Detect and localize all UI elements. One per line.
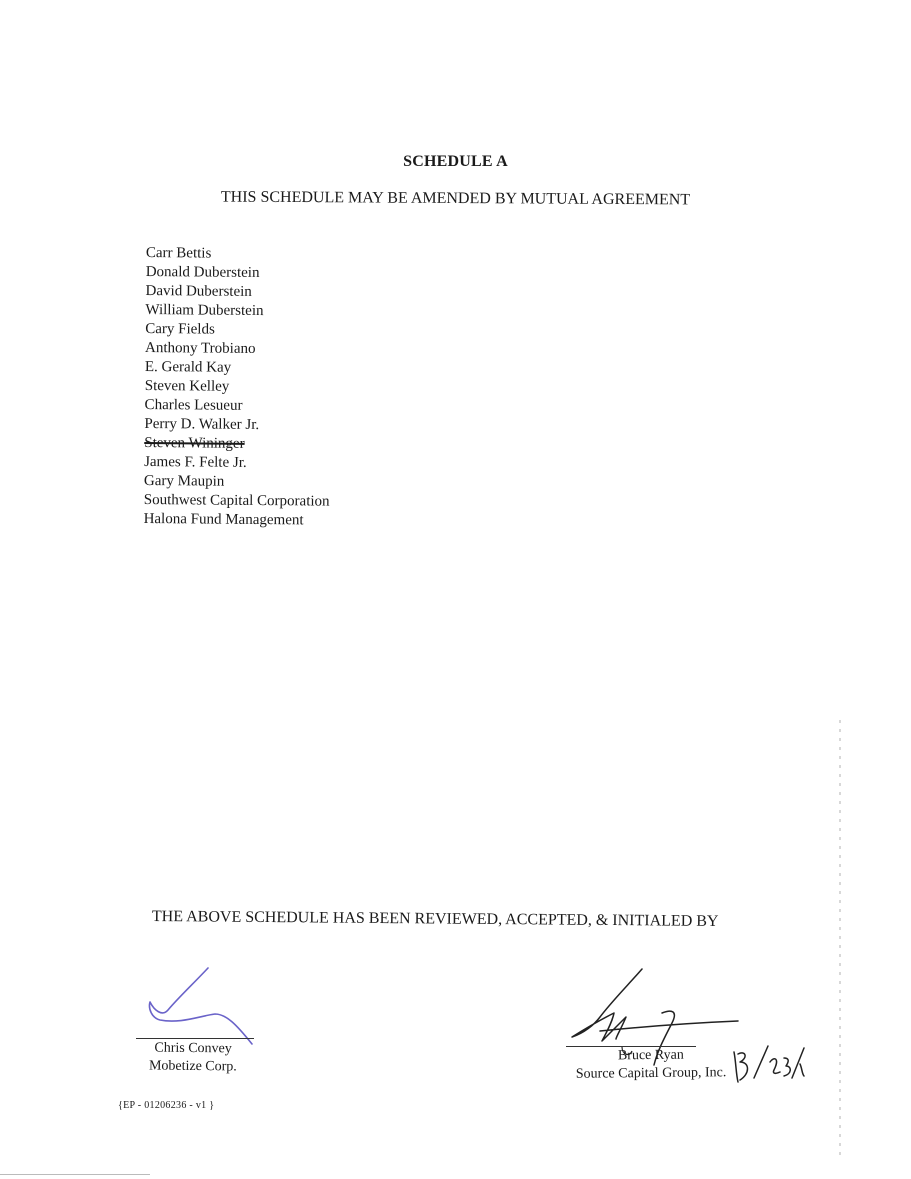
list-item: Halona Fund Management	[143, 510, 304, 529]
schedule-subtitle: THIS SCHEDULE MAY BE AMENDED BY MUTUAL AGREEMENT	[220, 188, 691, 209]
name-list	[144, 244, 332, 531]
left-signatory-company: Mobetize Corp.	[148, 1058, 237, 1075]
scan-edge-artifact	[839, 720, 841, 1160]
schedule-title: SCHEDULE A	[403, 153, 508, 170]
document-reference: {EP - 01206236 - v1 }	[118, 1100, 215, 1111]
list-item: William Duberstein	[145, 301, 264, 320]
right-signatory	[556, 1046, 746, 1084]
list-item: Cary Fields	[145, 320, 215, 338]
list-item: Southwest Capital Corporation	[143, 491, 330, 510]
list-item: Perry D. Walker Jr.	[144, 415, 260, 433]
left-signatory	[118, 1039, 268, 1077]
list-item: Gary Maupin	[143, 472, 225, 490]
right-signatory-name: Bruce Ryan	[617, 1047, 684, 1064]
struck-list-item: Steven Wininger	[144, 434, 245, 452]
list-item: Steven Kelley	[144, 377, 230, 395]
right-signatory-company: Source Capital Group, Inc.	[575, 1065, 727, 1082]
list-item: Anthony Trobiano	[145, 339, 256, 357]
left-signatory-name: Chris Convey	[154, 1040, 232, 1057]
list-item: David Duberstein	[145, 282, 252, 300]
list-item: E. Gerald Kay	[144, 358, 232, 376]
bottom-divider	[0, 1174, 150, 1175]
list-item: Carr Bettis	[145, 244, 212, 262]
handwritten-date-image	[730, 1040, 810, 1090]
acceptance-statement: THE ABOVE SCHEDULE HAS BEEN REVIEWED, ACCEPTED, & INITIALED BY	[151, 908, 719, 930]
list-item: Donald Duberstein	[145, 263, 260, 281]
list-item: James F. Felte Jr.	[144, 453, 247, 471]
list-item: Charles Lesueur	[144, 396, 243, 414]
